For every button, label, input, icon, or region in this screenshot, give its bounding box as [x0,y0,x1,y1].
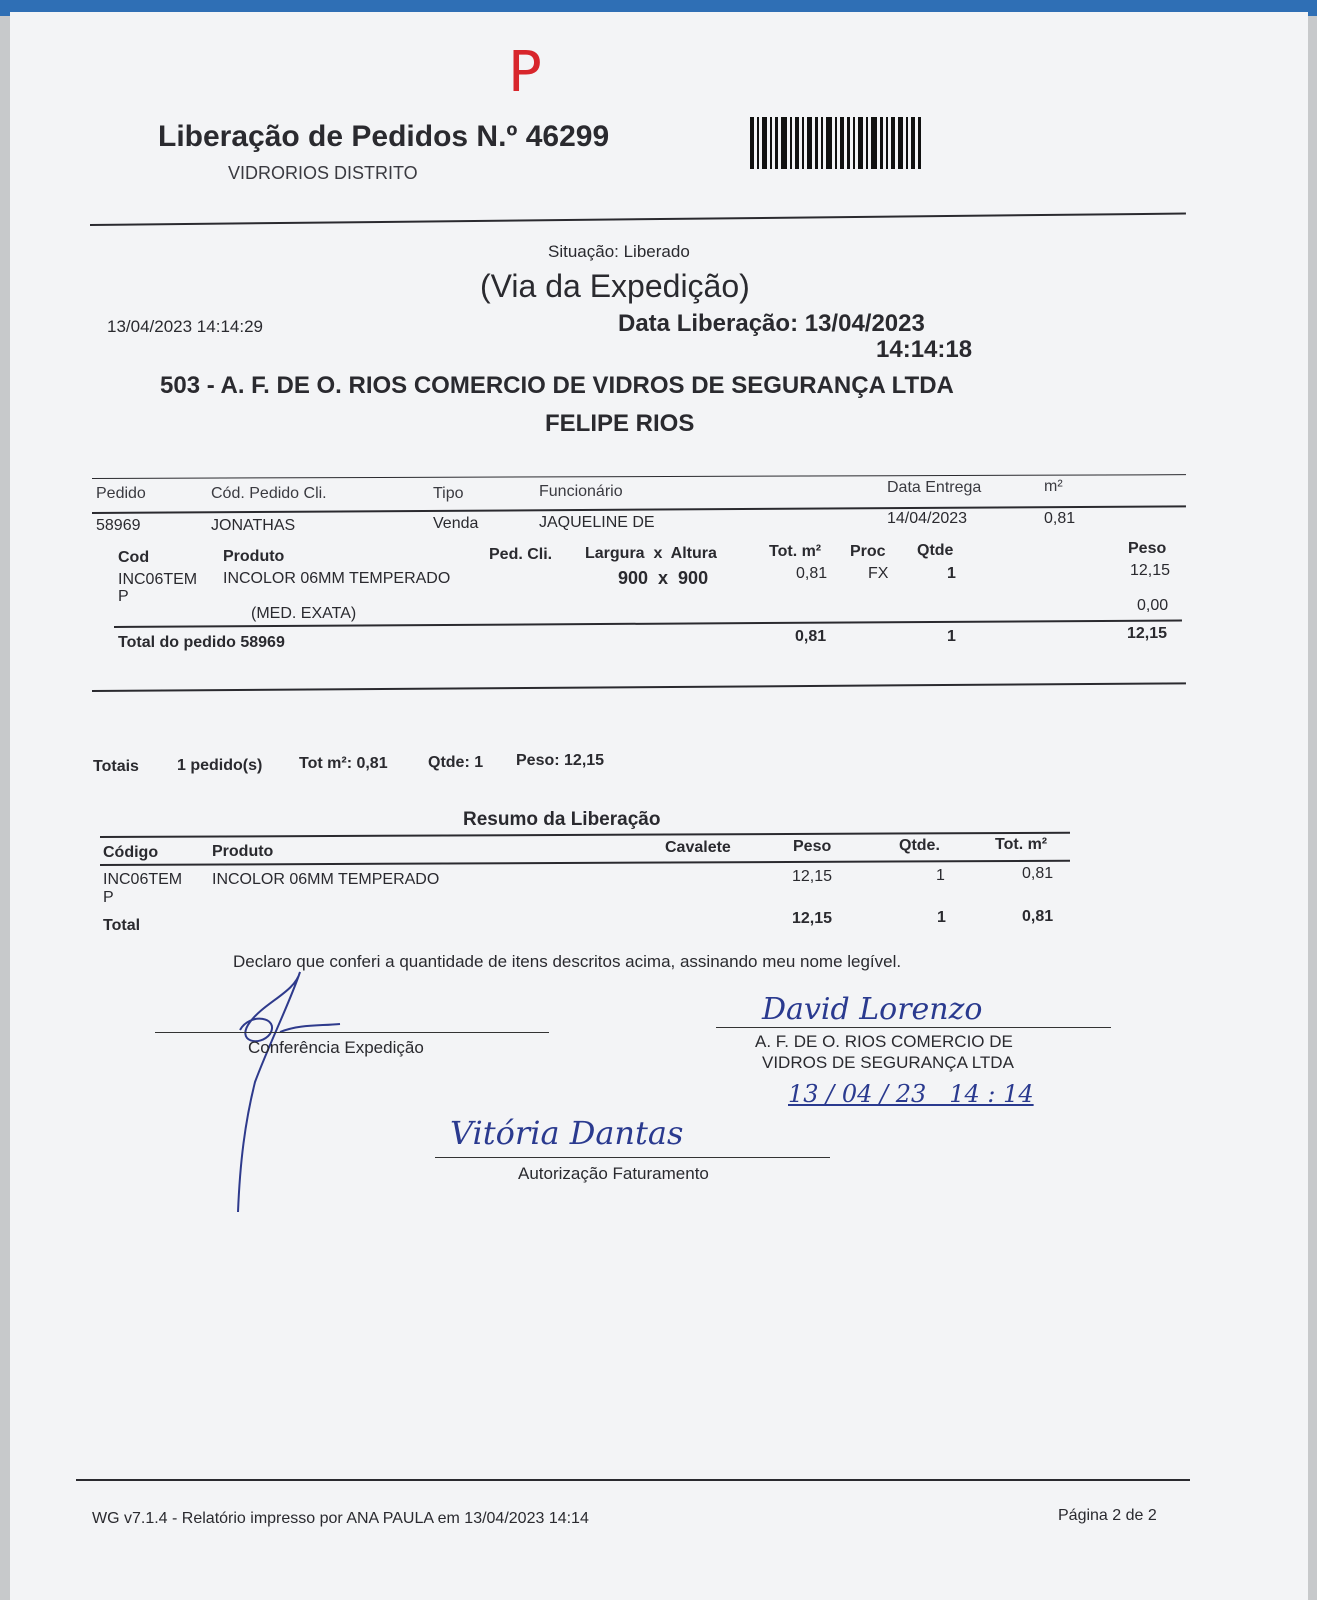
document-subtitle: VIDRORIOS DISTRITO [228,163,418,183]
delivery-date: 14/04/2023 [887,510,968,527]
summary-header-cavalete: Cavalete [665,839,731,856]
handwritten-mark: P [508,40,542,105]
order-total-label: Total do pedido 58969 [118,634,285,651]
summary-total-peso: 12,15 [792,910,833,927]
header-divider [90,213,1186,226]
table-top-rule [92,474,1186,479]
summary-code: INC06TEM [103,871,183,888]
footer-rule [76,1479,1190,1481]
item-code-cont: P [118,588,129,605]
company-signature-line2: VIDROS DE SEGURANÇA LTDA [762,1053,1014,1072]
print-datetime: 13/04/2023 14:14:29 [107,317,263,336]
item-header-produto: Produto [223,548,285,565]
declaration-text: Declaro que conferi a quantidade de itens descritos acima, assinando meu nome legível. [233,952,902,971]
col-header-funcionario: Funcionário [539,483,623,500]
order-total-qtde: 1 [947,628,956,645]
summary-header-produto: Produto [212,843,274,860]
item-proc: FX [868,565,889,582]
totals-label: Totais [93,758,139,775]
col-header-cod-cli: Cód. Pedido Cli. [211,485,327,502]
footer-printed-by: WG v7.1.4 - Relatório impresso por ANA PAULA em 13/04/2023 14:14 [92,1510,589,1527]
employee: JAQUELINE DE [539,514,655,531]
item-code: INC06TEM [118,571,198,588]
summary-qtde: 1 [936,867,945,884]
summary-header-qtde: Qtde. [899,837,940,854]
item-qtde: 1 [947,565,956,582]
barcode [750,117,946,169]
item-header-proc: Proc [850,543,886,560]
item-dimensions: 900 x 900 [618,568,709,588]
document-page [10,12,1308,1600]
summary-tot-m2: 0,81 [1022,865,1054,882]
order-total-peso: 12,15 [1127,625,1168,642]
item-header-tot-m2: Tot. m² [769,543,822,560]
totals-orders: 1 pedido(s) [177,757,263,774]
item-header-qtde: Qtde [917,542,954,559]
release-date: Data Liberação: 13/04/2023 [618,310,925,337]
item-tot-m2: 0,81 [796,565,828,582]
col-header-pedido: Pedido [96,485,146,502]
summary-total-label: Total [103,917,141,934]
authorization-label: Autorização Faturamento [518,1164,709,1183]
summary-header-codigo: Código [103,844,159,861]
handwritten-signature-name: David Lorenzo [762,992,983,1027]
table-header-rule [92,505,1186,514]
status-text: Situação: Liberado [548,242,690,261]
summary-code-cont: P [103,889,114,906]
totals-m2: Tot m²: 0,81 [299,755,388,772]
order-total-m2: 0,81 [795,628,827,645]
copy-label: (Via da Expedição) [480,268,750,304]
signature-line-authorization [435,1157,830,1158]
handwritten-authorization: Vitória Dantas [450,1114,684,1152]
col-header-tipo: Tipo [433,485,464,502]
footer-page-number: Página 2 de 2 [1058,1507,1157,1524]
order-m2: 0,81 [1044,510,1076,527]
col-header-m2: m² [1044,478,1063,495]
document-title: Liberação de Pedidos N.º 46299 [158,120,610,153]
contact-name: FELIPE RIOS [545,410,695,437]
conferencia-label: Conferência Expedição [248,1038,424,1057]
order-type: Venda [433,515,479,532]
col-header-data-entrega: Data Entrega [887,479,982,496]
summary-peso: 12,15 [792,868,833,885]
company-name: 503 - A. F. DE O. RIOS COMERCIO DE VIDROS DE SEGURANÇA LTDA [160,372,954,399]
item-header-ped-cli: Ped. Cli. [489,546,553,563]
release-time: 14:14:18 [876,336,973,363]
item-header-peso: Peso [1128,540,1167,557]
summary-title: Resumo da Liberação [463,809,661,830]
signature-line-company [716,1027,1111,1028]
company-signature-line1: A. F. DE O. RIOS COMERCIO DE [755,1032,1013,1051]
totals-qtde: Qtde: 1 [428,754,484,771]
item-product: INCOLOR 06MM TEMPERADO [223,570,451,587]
handwritten-date: 13 / 04 / 23 14 : 14 [788,1080,1034,1108]
order-number: 58969 [96,517,141,534]
summary-product: INCOLOR 06MM TEMPERADO [212,871,440,888]
summary-total-tot-m2: 0,81 [1022,908,1054,925]
item-peso: 12,15 [1130,562,1171,579]
item-header-cod: Cod [118,549,150,566]
summary-header-tot-m2: Tot. m² [995,836,1048,853]
item-header-dimensions: Largura x Altura [585,545,717,562]
client-order-code: JONATHAS [211,517,296,534]
table-bottom-rule [92,682,1186,692]
totals-peso: Peso: 12,15 [516,752,605,769]
item-note: (MED. EXATA) [251,605,357,622]
item-note-peso: 0,00 [1137,597,1169,614]
summary-header-peso: Peso [793,838,832,855]
summary-total-qtde: 1 [937,909,946,926]
signature-line-conferencia [155,1032,549,1033]
